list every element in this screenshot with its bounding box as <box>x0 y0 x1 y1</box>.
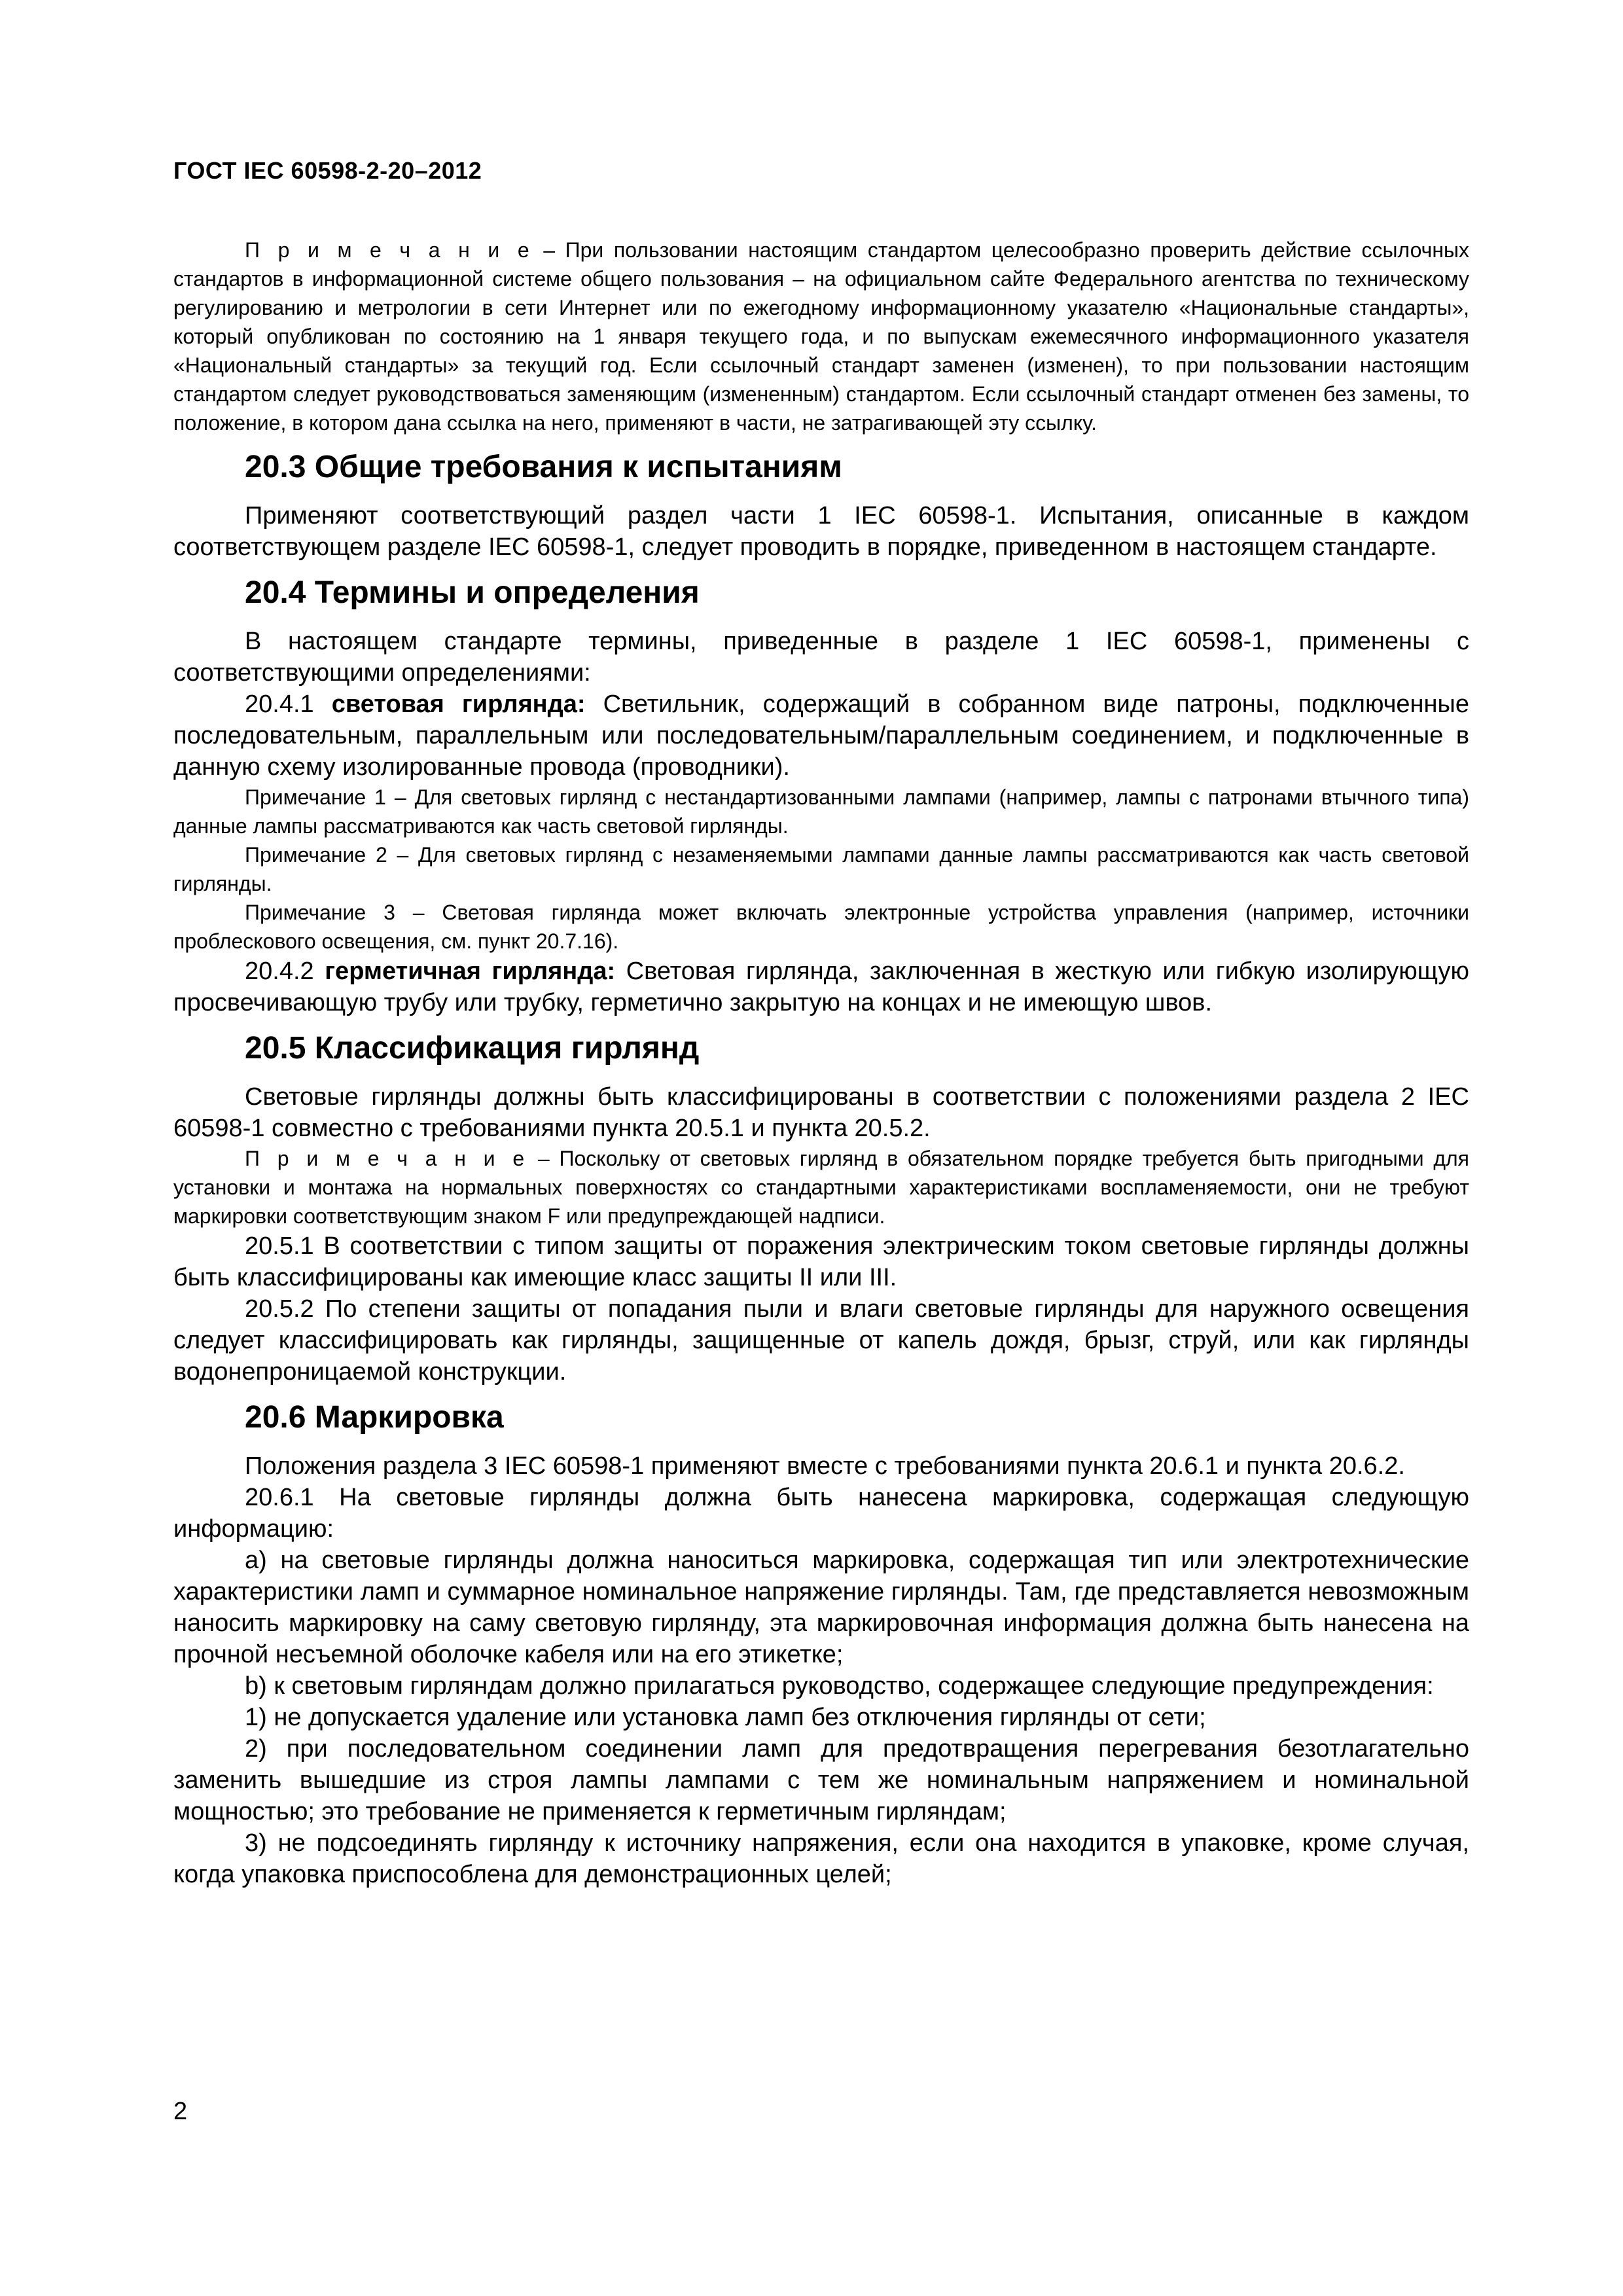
term-definition <box>173 956 1469 1018</box>
term-text: Световая гирлянда, заключенная в жесткую или гибкую изолирующую просвечивающую трубу или трубку, герметично закрытую на концах и не имеющую швов. <box>173 958 1469 1016</box>
list-item: 2) при последовательном соединении ламп для предотвращения перегревания безотлагательно заменить вышедшие из строя лампы лампами с тем же номинальным напряжением и номинальной мощностью; это требование не применяется к герметичным гирляндам; <box>173 1735 1469 1825</box>
paragraph: В настоящем стандарте термины, приведенные в разделе 1 IEC 60598-1, применены с соответствующими определениями: <box>173 628 1469 687</box>
note-text: – При пользовании настоящим стандартом целесообразно проверить действие ссылочных стандартов в информационной системе общего пользования – на официальном сайте Федерального агентства по техническому регулированию и метрологии в сети Интернет или по ежегодному информационному указателю «Национальные стандарты», который опубликован по состоянию на 1 января текущего года, и по выпускам ежемесячного информационного указателя «Национальный стандарты» за текущий год. Если ссылочный стандарт заменен (изменен), то при пользовании настоящим стандартом следует руководствоваться заменяющим (измененным) стандартом. Если ссылочный стандарт отменен без замены, то положение, в котором дана ссылка на него, применяют в части, не затрагивающей эту ссылку. <box>173 238 1470 435</box>
term-name: световая гирлянда: <box>331 691 586 718</box>
page-number: 2 <box>173 2098 188 2125</box>
section-heading-20-6: 20.6 Маркировка <box>245 1400 504 1435</box>
note-label: П р и м е ч а н и е <box>245 1147 529 1170</box>
section-heading-20-3: 20.3 Общие требования к испытаниям <box>245 450 842 484</box>
section-heading-20-5: 20.5 Классификация гирлянд <box>245 1031 700 1066</box>
term-definition <box>173 689 1469 783</box>
list-item: 1) не допускается удаление или установка ламп без отключения гирлянды от сети; <box>245 1704 1206 1731</box>
paragraph: 20.5.2 По степени защиты от попадания пыли и влаги световые гирлянды для наружного освещения следует классифицировать как гирлянды, защищенные от капель дождя, брызг, струй, или как гирлянды водонепроницаемой конструкции. <box>173 1295 1469 1386</box>
list-item: 3) не подсоединять гирлянду к источнику напряжения, если она находится в упаковке, кроме случая, когда упаковка приспособлена для демонстрационных целей; <box>173 1829 1469 1888</box>
paragraph: 20.5.1 В соответствии с типом защиты от поражения электрическим током световые гирлянды должны быть классифицированы как имеющие класс защиты II или III. <box>173 1232 1469 1291</box>
term-note: Примечание 3 – Световая гирлянда может включать электронные устройства управления (например, источники проблескового освещения, см. пункт 20.7.16). <box>173 901 1469 953</box>
term-number: 20.4.2 <box>245 958 325 985</box>
document-header: ГОСТ IEC 60598-2-20–2012 <box>173 157 482 184</box>
list-item: b) к световым гирляндам должно прилагаться руководство, содержащее следующие предупреждения: <box>245 1672 1434 1700</box>
section-note <box>173 1144 1469 1230</box>
term-number: 20.4.1 <box>245 691 332 718</box>
term-text: Светильник, содержащий в собранном виде патроны, подключенные последовательным, параллельным или последовательным/параллельным соединением, и подключенные в данную схему изолированные провода (проводники). <box>173 691 1469 781</box>
note-text: – Поскольку от световых гирлянд в обязательном порядке требуется быть пригодными для установки и монтажа на нормальных поверхностях со стандартными характеристиками воспламеняемости, они не требуют маркировки соответствующим знаком F или предупреждающей надписи. <box>173 1147 1470 1228</box>
paragraph: Световые гирлянды должны быть классифицированы в соответствии с положениями раздела 2 IEC 60598-1 совместно с требованиями пункта 20.5.1 и пункта 20.5.2. <box>173 1083 1469 1142</box>
list-item: а) на световые гирлянды должна наноситься маркировка, содержащая тип или электротехнические характеристики ламп и суммарное номинальное напряжение гирлянды. Там, где представляется невозможным наносить маркировку на саму световую гирлянду, эта маркировочная информация должна быть нанесена на прочной несъемной оболочке кабеля или на его этикетке; <box>173 1547 1469 1668</box>
paragraph: Положения раздела 3 IEC 60598-1 применяют вместе с требованиями пункта 20.6.1 и пункта 20.6.2. <box>245 1452 1405 1480</box>
paragraph: Применяют соответствующий раздел части 1 IEC 60598-1. Испытания, описанные в каждом соответствующем разделе IEC 60598-1, следует проводить в порядке, приведенном в настоящем стандарте. <box>173 502 1469 561</box>
note-label: П р и м е ч а н и е <box>245 238 533 262</box>
page-content <box>173 236 1469 1890</box>
paragraph: 20.6.1 На световые гирлянды должна быть нанесена маркировка, содержащая следующую информацию: <box>173 1484 1469 1543</box>
term-note: Примечание 2 – Для световых гирлянд с незаменяемыми лампами данные лампы рассматриваются как часть световой гирлянды. <box>173 843 1469 895</box>
term-note: Примечание 1 – Для световых гирлянд с нестандартизованными лампами (например, лампы с патронами втычного типа) данные лампы рассматриваются как часть световой гирлянды. <box>173 785 1469 838</box>
term-name: герметичная гирлянда: <box>325 958 616 985</box>
section-heading-20-4: 20.4 Термины и определения <box>245 575 700 610</box>
intro-note <box>173 236 1469 437</box>
